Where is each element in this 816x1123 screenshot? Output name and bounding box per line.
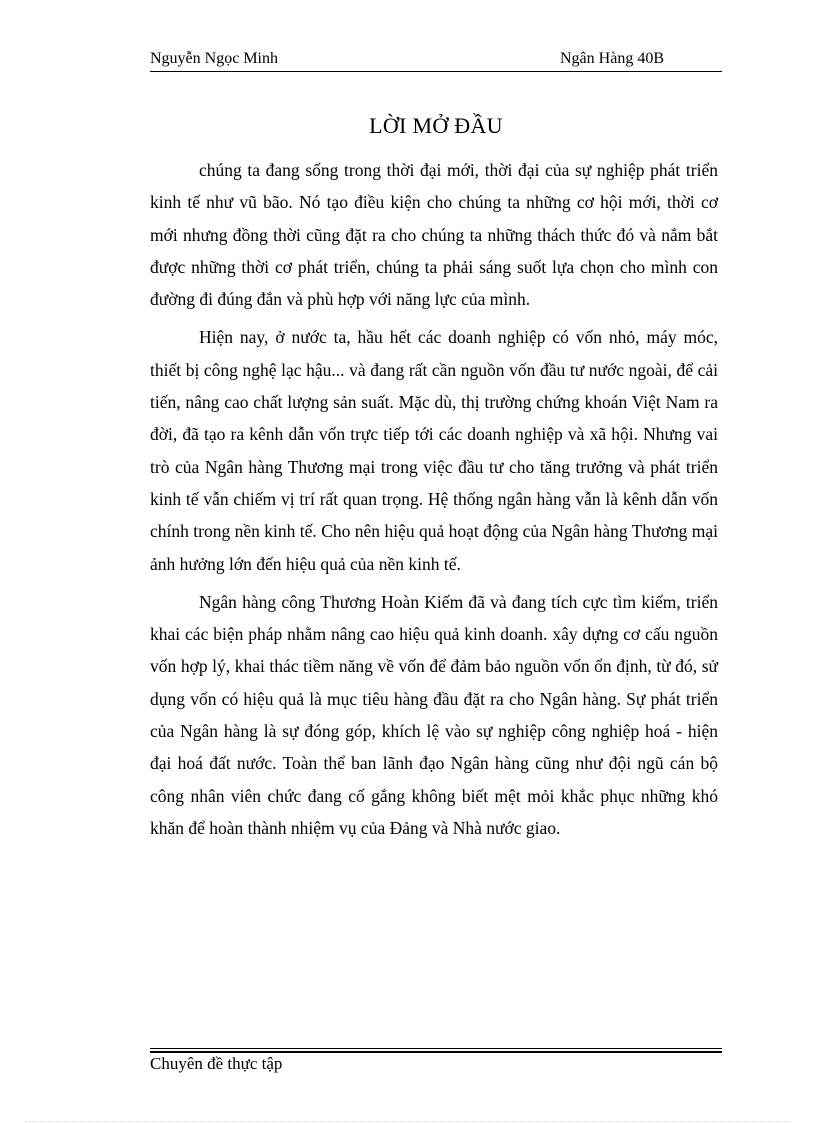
header-rule xyxy=(150,71,722,72)
paragraph-2: Hiện nay, ở nước ta, hầu hết các doanh nghiệp có vốn nhỏ, máy móc, thiết bị công nghệ lạc hậu... và đang rất cần nguồn vốn đầu tư nước ngoài, để cải tiến, nâng cao chất lượng sản suất. Mặc dù, thị trường chứng khoán Việt Nam ra đời, đã tạo ra kênh dẫn vốn trực tiếp tới các doanh nghiệp và xã hội. Nhưng vai trò của Ngân hàng Thương mại trong việc đầu tư cho tăng trưởng và phát triển kinh tế vẫn chiếm vị trí rất quan trọng. Hệ thống ngân hàng vẫn là kênh dẫn vốn chính trong nền kinh tế. Cho nên hiệu quả hoạt động của Ngân hàng Thương mại ảnh hưởng lớn đến hiệu quả của nền kinh tế. xyxy=(150,327,718,574)
header-author: Nguyễn Ngọc Minh xyxy=(150,50,278,67)
page-header xyxy=(150,50,722,72)
footer-rule-thin xyxy=(150,1048,722,1049)
paragraph-3: Ngân hàng công Thương Hoàn Kiếm đã và đang tích cực tìm kiếm, triển khai các biện pháp nhằm nâng cao hiệu quả kinh doanh. xây dựng cơ cấu nguồn vốn hợp lý, khai thác tiềm năng về vốn để đảm bảo nguồn vốn ổn định, từ đó, sử dụng vốn có hiệu quả là mục tiêu hàng đầu đặt ra cho Ngân hàng. Sự phát triển của Ngân hàng là sự đóng góp, khích lệ vào sự nghiệp công nghiệp hoá - hiện đại hoá đất nước. Toàn thể ban lãnh đạo Ngân hàng cũng như đội ngũ cán bộ công nhân viên chức đang cố gắng không biết mệt mỏi khắc phục những khó khăn để hoàn thành nhiệm vụ của Đảng và Nhà nước giao. xyxy=(150,591,718,838)
footer-rule-thick xyxy=(150,1051,722,1053)
page-footer: Chuyên đề thực tập xyxy=(150,1054,283,1073)
document-body xyxy=(150,154,718,844)
header-department: Ngân Hàng 40B xyxy=(560,50,664,67)
paragraph-1: chúng ta đang sống trong thời đại mới, thời đại của sự nghiệp phát triển kinh tế như vũ bão. Nó tạo điều kiện cho chúng ta những cơ hội mới, thời cơ mới nhưng đồng thời cũng đặt ra cho chúng ta những thách thức đó và nắm bắt được những thời cơ phát triển, chúng ta phải sáng suốt lựa chọn cho mình con đường đi đúng đắn và phù hợp với năng lực của mình. xyxy=(150,160,718,310)
document-title: LỜI MỞ ĐẦU xyxy=(369,113,503,138)
page-edge xyxy=(25,1121,791,1122)
